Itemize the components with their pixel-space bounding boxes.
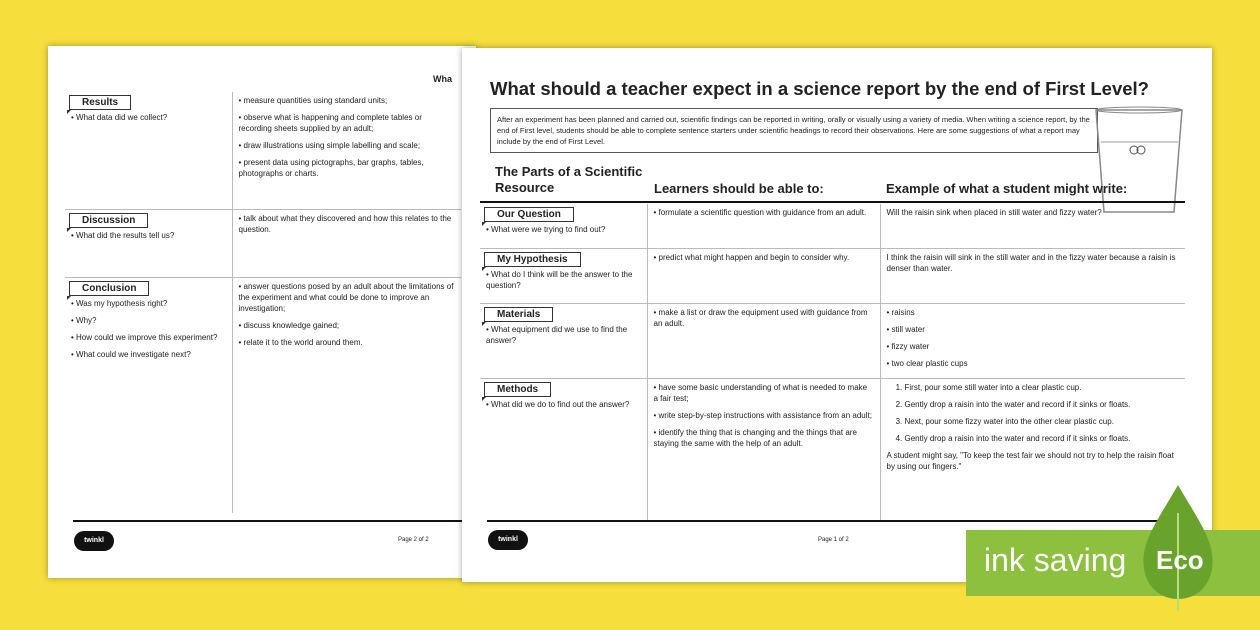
page-title: What should a teacher expect in a science report by the end of First Level? [490,78,1149,99]
section-label: Our Question [484,207,574,222]
question: • How could we improve this experiment? [71,332,226,343]
twinkl-logo: twinkl [488,530,528,550]
page-number: Page 2 of 2 [398,537,429,543]
skill: • formulate a scientific question with guidance from an adult. [654,207,874,218]
question: • What do I think will be the answer to the question? [486,269,641,291]
section-label: My Hypothesis [484,252,581,267]
skill: • observe what is happening and complete tables or recording sheets supplied by an adult; [239,112,456,134]
footer-rule [73,520,473,522]
page-2-table [65,92,461,513]
section-label: Conclusion [69,281,149,296]
table-row [65,92,461,209]
column-header: Learners should be able to: [654,181,824,196]
question: • What equipment did we use to find the answer? [486,324,641,346]
header-rule [480,201,1185,203]
skill: • measure quantities using standard units; [239,95,456,106]
page-2-title-fragment: Wha [433,74,452,84]
skill: • answer questions posed by an adult about the limitations of the experiment and what could be done to improve an investigation; [239,281,456,314]
question: • What could we investigate next? [71,349,226,360]
intro-box: After an experiment has been planned and carried out, scientific findings can be reported in writing, orally or visually using a variety of media. When writing a science report, by the end of First level, students should be able to complete sentence starters under scientific headings to record their observations. Here are some suggestions of what a report may include by the end of First Level. [490,108,1098,153]
example: I think the raisin will sink in the still water and in the fizzy water because a raisin is denser than water. [880,248,1185,303]
table-row [65,209,461,277]
page-number: Page 1 of 2 [818,537,849,543]
skill: • predict what might happen and begin to consider why. [654,252,874,263]
section-label: Methods [484,382,551,397]
method-step: 2. Gently drop a raisin into the water and record if it sinks or floats. [905,399,1180,410]
column-header: Example of what a student might write: [886,181,1128,196]
eco-label: Eco [1156,545,1204,575]
table-row [480,303,1185,378]
skill: • present data using pictographs, bar graphs, tables, photographs or charts. [239,157,456,179]
skill: • identify the thing that is changing and the things that are staying the same with the help of an adult. [654,427,874,449]
method-step: 4. Gently drop a raisin into the water and record if it sinks or floats. [905,433,1180,444]
page-1 [462,48,1212,582]
skill: • relate it to the world around them. [239,337,456,348]
twinkl-logo: twinkl [74,531,114,551]
skill: • draw illustrations using simple labelling and scale; [239,140,456,151]
skill: • have some basic understanding of what is needed to make a fair test; [654,382,874,404]
question: • Why? [71,315,226,326]
question: • Was my hypothesis right? [71,298,226,309]
skill: • make a list or draw the equipment used with guidance from an adult. [654,307,874,329]
badge-text: ink saving [984,542,1127,578]
material: • two clear plastic cups [887,358,1180,369]
section-label: Materials [484,307,553,322]
table-row [65,277,461,513]
column-header: The Parts of a Scientific Resource [495,164,643,195]
method-step: 1. First, pour some still water into a clear plastic cup. [905,382,1180,393]
section-label: Results [69,95,131,110]
method-step: 3. Next, pour some fizzy water into the other clear plastic cup. [905,416,1180,427]
question: • What did we do to find out the answer? [486,399,641,410]
material: • still water [887,324,1180,335]
question: • What were we trying to find out? [486,224,641,235]
skill: • write step-by-step instructions with assistance from an adult; [654,410,874,421]
table-row [480,204,1185,248]
cup-illustration [1092,106,1187,216]
skill: • discuss knowledge gained; [239,320,456,331]
student-quote: A student might say, "To keep the test fair we should not try to help the raisin float by using our fingers." [886,450,1174,471]
table-row [480,378,1185,522]
page-1-table [480,204,1185,522]
material: • raisins [887,307,1180,318]
table-row [480,248,1185,303]
footer-rule [487,520,1187,522]
material: • fizzy water [887,341,1180,352]
question: • What data did we collect? [71,112,226,123]
skill: • talk about what they discovered and how this relates to the question. [239,213,456,235]
example: Will the raisin sink when placed in still water and fizzy water? [880,204,1185,248]
page-2 [48,46,476,578]
question: • What did the results tell us? [71,230,226,241]
section-label: Discussion [69,213,148,228]
